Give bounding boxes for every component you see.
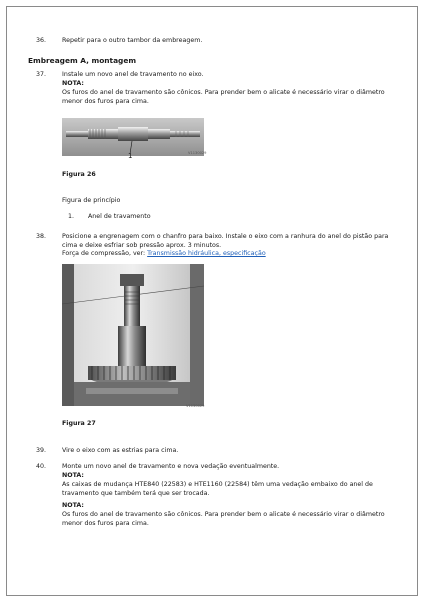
- figure-principle: Figura de princípio: [62, 197, 121, 204]
- step-text: Repetir para o outro tambor da embreagem.: [62, 37, 203, 44]
- force-label: Força de compressão, ver:: [62, 250, 146, 257]
- step-text: Monte um novo anel de travamento e nova vedação eventualmente.: [62, 463, 280, 470]
- step-text: Instale um novo anel de travamento no eixo.: [62, 71, 204, 78]
- step-number: 39.: [35, 447, 46, 454]
- legend-label: Anel de travamento: [88, 213, 151, 220]
- note-label: NOTA:: [62, 80, 84, 87]
- section-title: Embreagem A, montagem: [28, 56, 137, 65]
- image-code: V1130029: [188, 151, 207, 155]
- step-number: 37.: [35, 71, 46, 78]
- note-text: As caixas de mudança HTE840 (22583) e HTE1160 (22584) têm uma vedação embaixo do anel de travamento que também terá que ser trocada.: [62, 481, 373, 497]
- step-text: Vire o eixo com as estrias para cima.: [62, 447, 179, 454]
- note-label: NOTA:: [62, 502, 84, 509]
- figure-caption: Figura 26: [62, 171, 96, 178]
- step-number: 36.: [35, 37, 46, 44]
- specification-link[interactable]: Transmissão hidráulica, especificação: [147, 250, 266, 257]
- note-text: Os furos do anel de travamento são cônicos. Para prender bem o alicate é necessário virar o diâmetro menor dos furos para cima.: [62, 511, 385, 527]
- callout-number: 1: [128, 152, 133, 160]
- figure-caption: Figura 27: [62, 420, 96, 427]
- image-code: V1130029: [186, 404, 205, 408]
- step-text: Posicione a engrenagem com o chanfro para baixo. Instale o eixo com a ranhura do anel do pistão para cima e deixe esfriar sob pressão aprox. 3 minutos.: [62, 233, 389, 249]
- note-label: NOTA:: [62, 472, 84, 479]
- note-text: Os furos do anel de travamento são cônicos. Para prender bem o alicate é necessário virar o diâmetro menor dos furos para cima.: [62, 89, 385, 105]
- gear-press-photo: [62, 264, 204, 406]
- shaft-photo: [62, 118, 207, 156]
- step-number: 40.: [35, 463, 46, 470]
- legend-number: 1.: [68, 213, 75, 220]
- step-number: 38.: [35, 233, 46, 240]
